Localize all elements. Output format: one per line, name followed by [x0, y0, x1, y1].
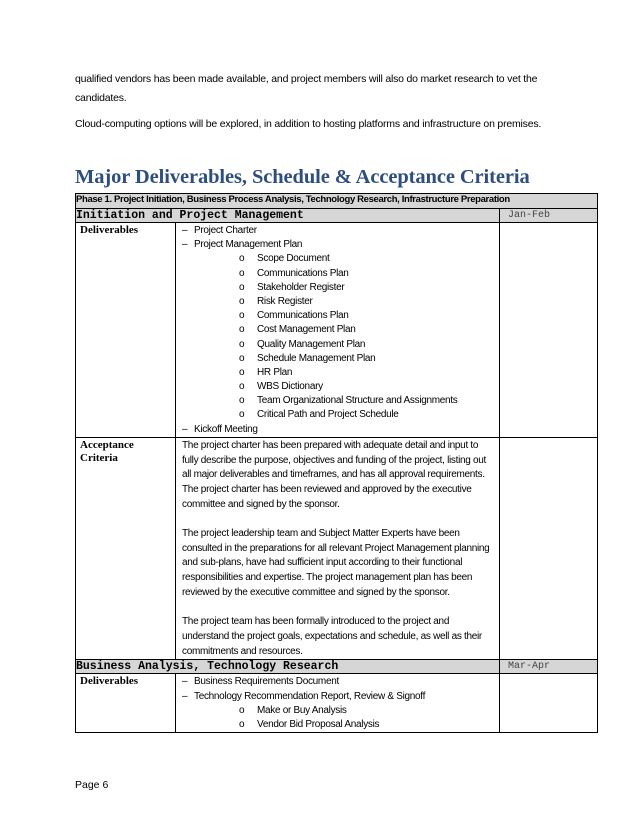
acceptance-paragraph-3: The project team has been formally introduced to the project and understand the project goals, expectations and schedule, as well as their commitments and resources. — [182, 616, 482, 657]
dash-bullet-icon: – — [182, 690, 188, 702]
deliverable-item — [182, 690, 499, 704]
deliverable-text: Project Charter — [194, 225, 257, 236]
deliverable-text: HR Plan — [257, 366, 293, 378]
circle-bullet-icon: o — [239, 310, 245, 322]
acceptance-row-initiation — [76, 437, 598, 660]
intro-paragraph-1: qualified vendors has been made available, and project members will also do market research to vet the candidates. — [75, 73, 538, 104]
deliverable-subitem — [182, 718, 499, 732]
dash-bullet-icon: – — [182, 239, 188, 251]
deliverable-text: Schedule Management Plan — [257, 352, 376, 364]
dash-bullet-icon: – — [182, 676, 188, 688]
deliverables-label: Deliverables — [76, 674, 176, 733]
deliverable-subitem — [182, 338, 499, 352]
deliverables-list-initiation — [176, 223, 500, 438]
circle-bullet-icon: o — [239, 409, 245, 421]
deliverable-text: WBS Dictionary — [257, 381, 323, 393]
deliverable-item — [182, 224, 499, 238]
circle-bullet-icon: o — [239, 324, 245, 336]
deliverable-item — [182, 423, 499, 437]
section-date-initiation: Jan-Feb — [500, 209, 598, 223]
deliverable-subitem — [182, 323, 499, 337]
page-number: Page 6 — [75, 779, 109, 791]
deliverables-row-business-analysis — [76, 674, 598, 733]
empty-cell — [500, 674, 598, 733]
circle-bullet-icon: o — [239, 253, 245, 265]
dash-bullet-icon: – — [182, 225, 188, 236]
acceptance-paragraph-1: The project charter has been prepared with adequate detail and input to fully describe the purpose, objectives and funding of the project, listing out all major deliverables and timeframes, and has all approval requirements. The project charter has been reviewed and approved by the executive committee and signed by the sponsor. — [182, 439, 487, 510]
deliverable-text: Critical Path and Project Schedule — [257, 409, 399, 421]
deliverable-subitem — [182, 309, 499, 323]
deliverable-text: Business Requirements Document — [194, 676, 339, 688]
deliverable-subitem — [182, 267, 499, 281]
section-date-business-analysis: Mar-Apr — [500, 660, 598, 674]
deliverable-text: Team Organizational Structure and Assignments — [257, 395, 458, 407]
deliverable-text: Kickoff Meeting — [194, 423, 258, 435]
deliverable-subitem — [182, 352, 499, 366]
empty-cell — [500, 437, 598, 660]
deliverable-text: Scope Document — [257, 253, 330, 265]
deliverables-row-initiation — [76, 223, 598, 438]
circle-bullet-icon: o — [239, 338, 245, 350]
section-title-initiation: Initiation and Project Management — [76, 209, 500, 223]
circle-bullet-icon: o — [239, 395, 245, 407]
phase-title: Phase 1. Project Initiation, Business Process Analysis, Technology Research, Infrastructure Preparation — [76, 194, 598, 209]
deliverable-subitem — [182, 295, 499, 309]
deliverable-text: Communications Plan — [257, 267, 349, 279]
circle-bullet-icon: o — [239, 366, 245, 378]
deliverable-item — [182, 238, 499, 252]
deliverable-text: Make or Buy Analysis — [257, 704, 347, 716]
deliverables-label: Deliverables — [76, 223, 176, 438]
section-row-business-analysis — [76, 660, 598, 674]
circle-bullet-icon: o — [239, 704, 245, 716]
deliverable-text: Technology Recommendation Report, Review & Signoff — [194, 690, 426, 702]
deliverable-subitem — [182, 380, 499, 394]
deliverables-list-business-analysis — [176, 674, 500, 733]
deliverable-subitem — [182, 366, 499, 380]
deliverable-subitem — [182, 408, 499, 422]
intro-paragraph-2: Cloud-computing options will be explored, in addition to hosting platforms and infrastructure on premises. — [75, 118, 542, 130]
circle-bullet-icon: o — [239, 352, 245, 364]
section-row-initiation — [76, 209, 598, 223]
circle-bullet-icon: o — [239, 281, 245, 293]
deliverable-text: Project Management Plan — [194, 239, 303, 251]
circle-bullet-icon: o — [239, 267, 245, 279]
deliverable-text: Risk Register — [257, 295, 313, 307]
acceptance-label: Acceptance Criteria — [76, 437, 176, 660]
phase-row — [76, 194, 598, 209]
deliverable-text: Communications Plan — [257, 310, 349, 322]
empty-cell — [500, 223, 598, 438]
deliverable-subitem — [182, 394, 499, 408]
deliverable-subitem — [182, 281, 499, 295]
acceptance-paragraph-2: The project leadership team and Subject Matter Experts have been consulted in the preparations for all relevant Project Management planning and sub-plans, have had sufficient input according to their functional responsibilities and expertise. The project management plan has been reviewed by the executive committee and signed by the sponsor. — [182, 528, 490, 598]
deliverable-subitem — [182, 252, 499, 266]
deliverable-text: Stakeholder Register — [257, 281, 345, 293]
dash-bullet-icon: – — [182, 423, 188, 435]
section-heading: Major Deliverables, Schedule & Acceptance Criteria — [75, 166, 530, 188]
section-title-business-analysis: Business Analysis, Technology Research — [76, 660, 500, 674]
deliverable-text: Vendor Bid Proposal Analysis — [257, 718, 380, 730]
circle-bullet-icon: o — [239, 295, 245, 307]
deliverable-subitem — [182, 704, 499, 718]
acceptance-criteria-text — [176, 437, 500, 660]
deliverable-text: Quality Management Plan — [257, 338, 366, 350]
circle-bullet-icon: o — [239, 718, 245, 730]
circle-bullet-icon: o — [239, 381, 245, 393]
deliverables-table — [75, 193, 598, 733]
deliverable-text: Cost Management Plan — [257, 324, 356, 336]
deliverable-item — [182, 675, 499, 689]
